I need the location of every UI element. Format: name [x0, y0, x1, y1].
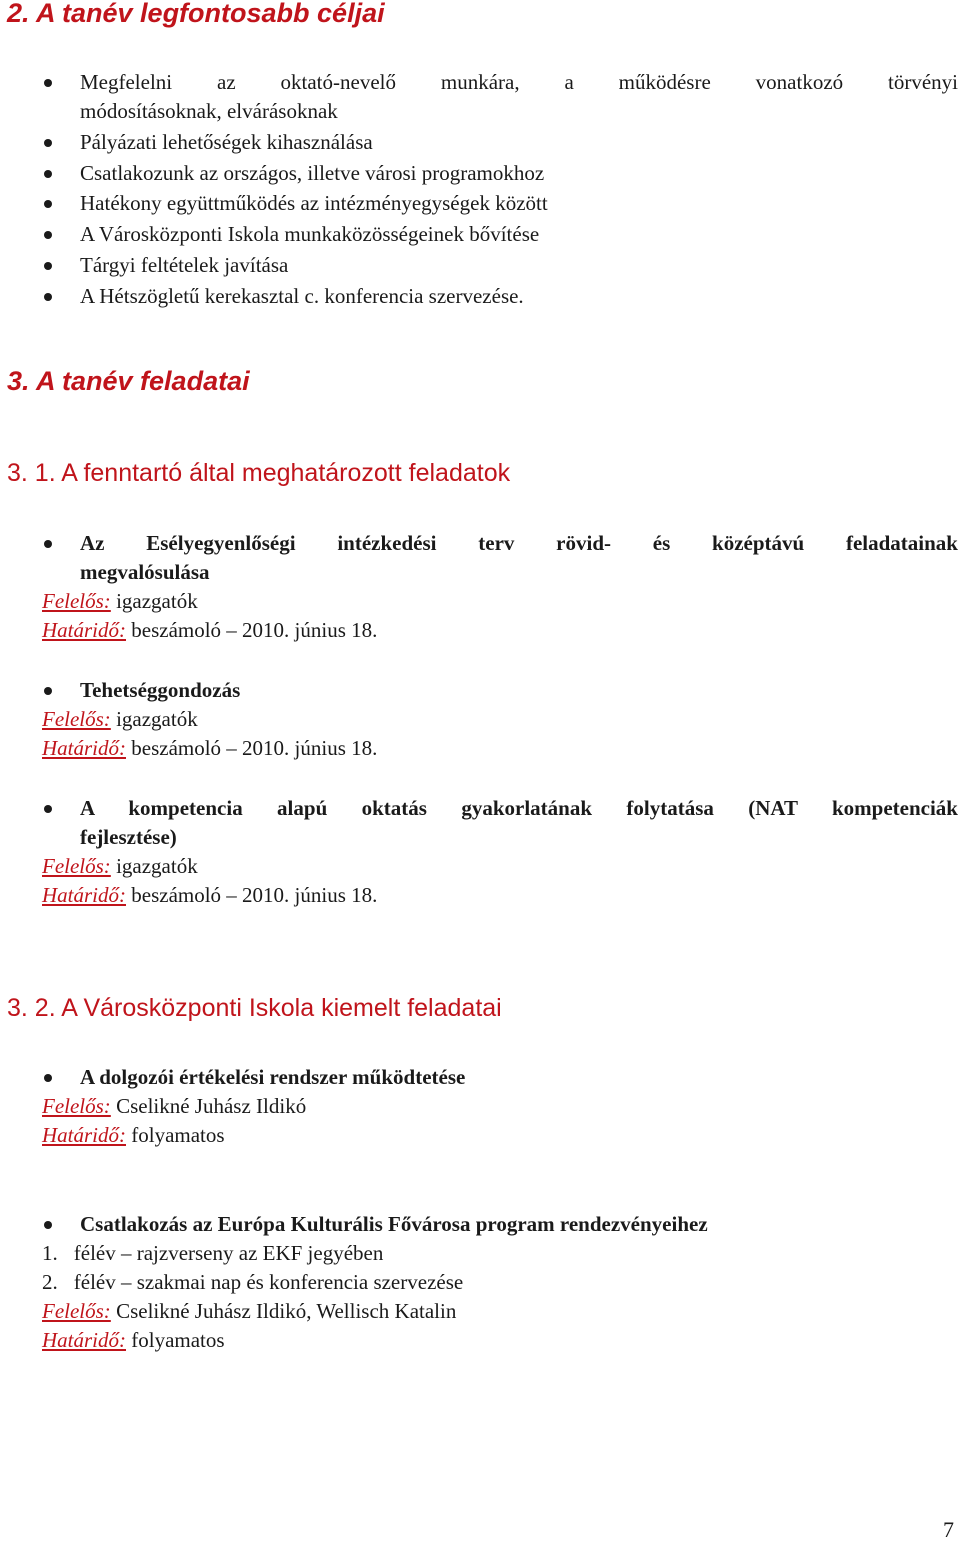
responsible-label: Felelős:	[42, 1299, 111, 1323]
section-title-tasks: 3. A tanév feladatai	[7, 366, 250, 396]
subsection-title-school-tasks: 3. 2. A Városközponti Iskola kiemelt feladatai	[7, 994, 502, 1022]
semester-text: félév – szakmai nap és konferencia szervezése	[73, 1270, 464, 1294]
goal-item: Tárgyi feltételek javítása	[80, 253, 289, 277]
goal-item: Csatlakozunk az országos, illetve városi programokhoz	[80, 161, 545, 185]
deadline-value: beszámoló – 2010. június 18.	[126, 618, 378, 642]
responsible-label: Felelős:	[42, 589, 111, 613]
bullet-icon	[44, 139, 52, 147]
task-title: A kompetencia alapú oktatás gyakorlatának folytatása (NAT kompetenciák	[80, 796, 958, 820]
deadline-label: Határidő:	[42, 736, 126, 760]
deadline-label: Határidő:	[42, 1123, 126, 1147]
responsible-line	[42, 1092, 958, 1121]
responsible-label: Felelős:	[42, 854, 111, 878]
deadline-value: beszámoló – 2010. június 18.	[126, 736, 378, 760]
goal-item: Pályázati lehetőségek kihasználása	[80, 130, 373, 154]
bullet-icon	[44, 79, 52, 87]
subsection-title-maintainer-tasks: 3. 1. A fenntartó által meghatározott feladatok	[7, 459, 511, 487]
deadline-label: Határidő:	[42, 883, 126, 907]
goal-item: A Városközponti Iskola munkaközösségeinek bővítése	[80, 222, 540, 246]
page-number: 7	[943, 1517, 954, 1542]
deadline-line	[42, 881, 958, 910]
deadline-label: Határidő:	[42, 1328, 126, 1352]
bullet-icon	[44, 540, 52, 548]
deadline-value: folyamatos	[126, 1123, 225, 1147]
deadline-line	[42, 1121, 958, 1150]
semester-text: félév – rajzverseny az EKF jegyében	[73, 1241, 384, 1265]
goal-item: A Hétszögletű kerekasztal c. konferencia szervezése.	[80, 284, 524, 308]
semester-line	[42, 1239, 958, 1268]
bullet-icon	[44, 805, 52, 813]
semester-line	[42, 1268, 958, 1297]
task-title: Csatlakozás az Európa Kulturális Fővárosa program rendezvényeihez	[80, 1212, 708, 1236]
task-title-continuation: fejlesztése)	[80, 825, 177, 849]
bullet-icon	[44, 170, 52, 178]
responsible-label: Felelős:	[42, 1094, 111, 1118]
semester-number: 2.	[42, 1270, 58, 1294]
bullet-icon	[44, 200, 52, 208]
section-title-goals: 2. A tanév legfontosabb céljai	[7, 0, 385, 28]
responsible-line	[42, 852, 958, 881]
bullet-icon	[44, 231, 52, 239]
goal-item-continuation: módosításoknak, elvárásoknak	[80, 99, 338, 123]
responsible-label: Felelős:	[42, 707, 111, 731]
task-title-continuation: megvalósulása	[80, 560, 210, 584]
bullet-icon	[44, 1221, 52, 1229]
responsible-value: Cselikné Juhász Ildikó, Wellisch Katalin	[110, 1299, 457, 1323]
deadline-value: folyamatos	[126, 1328, 225, 1352]
responsible-line	[42, 1297, 958, 1326]
bullet-icon	[44, 293, 52, 301]
deadline-value: beszámoló – 2010. június 18.	[126, 883, 378, 907]
deadline-line	[42, 616, 958, 645]
goal-item: Hatékony együttműködés az intézményegységek között	[80, 191, 548, 215]
task-title: Az Esélyegyenlőségi intézkedési terv rövid- és középtávú feladatainak	[80, 531, 958, 555]
responsible-value: igazgatók	[110, 854, 198, 878]
deadline-label: Határidő:	[42, 618, 126, 642]
bullet-icon	[44, 1074, 52, 1082]
deadline-line	[42, 1326, 958, 1355]
responsible-value: igazgatók	[110, 589, 198, 613]
responsible-line	[42, 705, 958, 734]
deadline-line	[42, 734, 958, 763]
goal-item: Megfelelni az oktató-nevelő munkára, a működésre vonatkozó törvényi	[80, 70, 958, 94]
responsible-value: igazgatók	[110, 707, 198, 731]
task-title: Tehetséggondozás	[80, 678, 241, 702]
responsible-line	[42, 587, 958, 616]
bullet-icon	[44, 262, 52, 270]
task-title: A dolgozói értékelési rendszer működtetése	[80, 1065, 466, 1089]
semester-number: 1.	[42, 1241, 58, 1265]
bullet-icon	[44, 687, 52, 695]
responsible-value: Cselikné Juhász Ildikó	[110, 1094, 307, 1118]
